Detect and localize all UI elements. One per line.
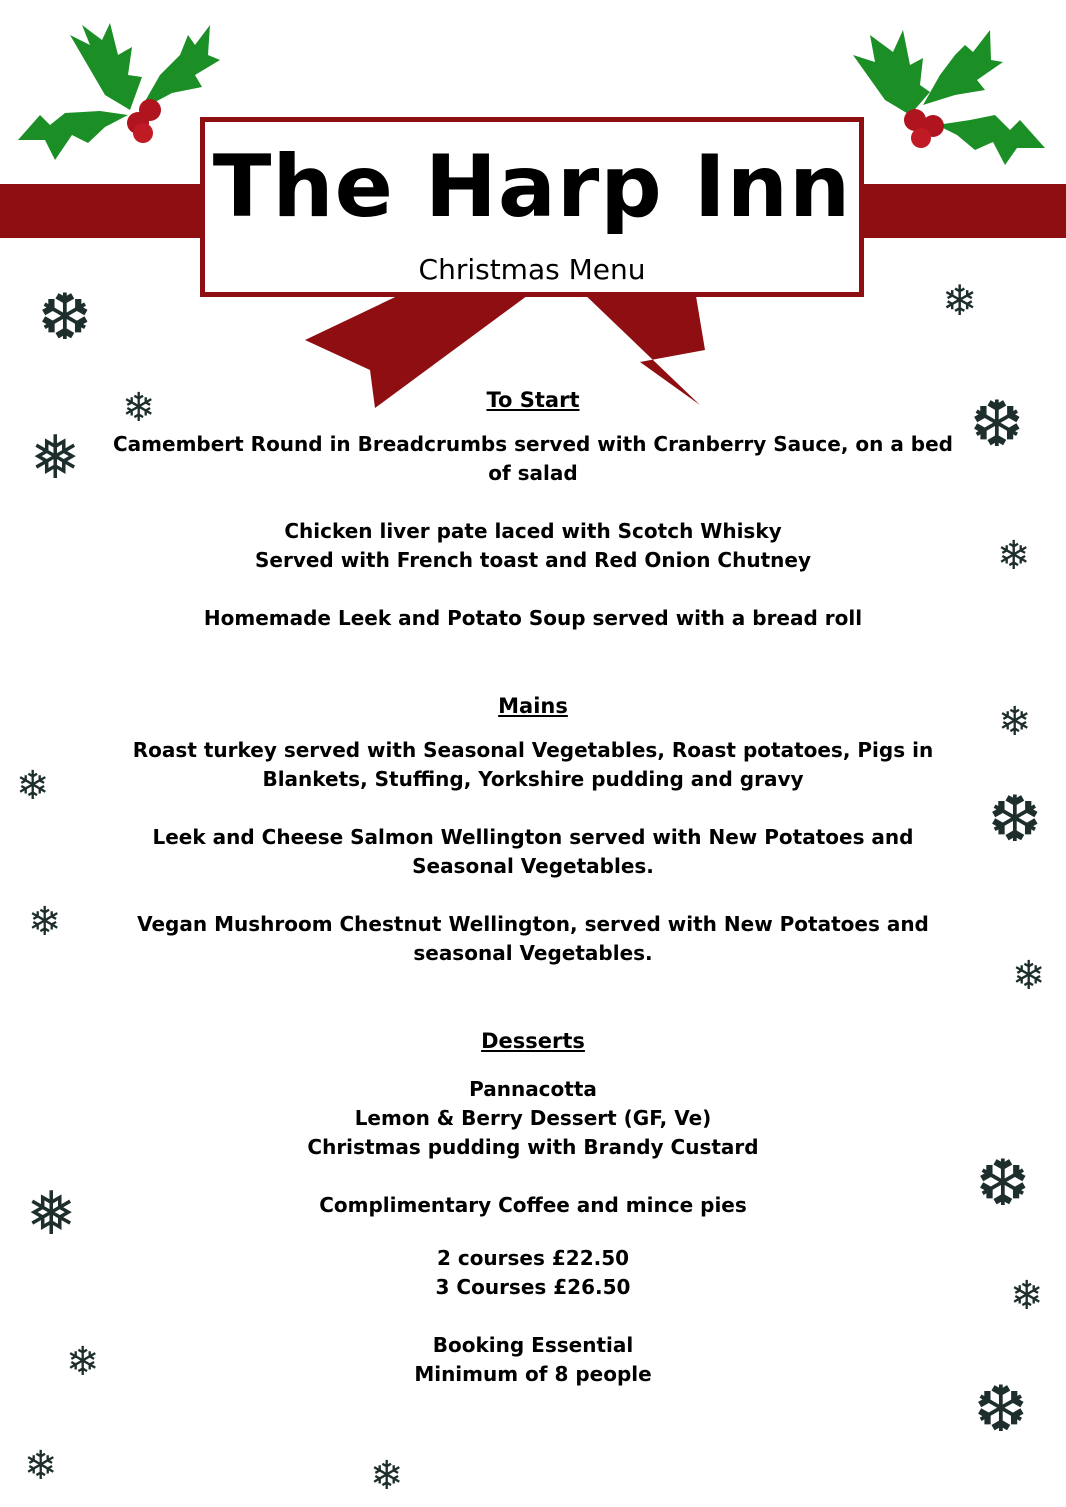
snowflake-icon: ❄ bbox=[1010, 1273, 1044, 1319]
menu-item: Pannacotta Lemon & Berry Dessert (GF, Ve) Christmas pudding with Brandy Custard bbox=[307, 1077, 759, 1159]
snowflake-icon: ❄ bbox=[16, 763, 50, 809]
snowflake-icon: ❄ bbox=[942, 276, 978, 325]
price-three-courses: 3 Courses £26.50 bbox=[435, 1275, 631, 1299]
snowflake-icon: ❄ bbox=[997, 533, 1031, 579]
booking-essential: Booking Essential bbox=[432, 1333, 634, 1357]
page-title: The Harp Inn bbox=[212, 137, 852, 237]
snowflake-icon: ❅ bbox=[30, 423, 81, 493]
snowflake-icon: ❄ bbox=[998, 699, 1032, 745]
menu-item: Complimentary Coffee and mince pies bbox=[319, 1193, 747, 1217]
snowflake-icon: ❆ bbox=[974, 1373, 1028, 1447]
title-box bbox=[200, 117, 864, 297]
snowflake-icon: ❆ bbox=[970, 388, 1024, 462]
snowflake-icon: ❄ bbox=[370, 1453, 404, 1499]
snowflake-icon: ❆ bbox=[38, 281, 92, 355]
snowflake-icon: ❅ bbox=[26, 1179, 77, 1249]
menu-item: Homemade Leek and Potato Soup served with a bread roll bbox=[203, 606, 863, 630]
menu-item: Leek and Cheese Salmon Wellington served with New Potatoes and Seasonal Vegetables. bbox=[152, 825, 914, 878]
snowflake-icon: ❄ bbox=[66, 1339, 100, 1385]
menu-body bbox=[100, 386, 966, 1389]
holly-right-icon bbox=[845, 20, 1055, 170]
section-heading-mains: Mains bbox=[498, 694, 568, 718]
menu-item: Roast turkey served with Seasonal Vegetables, Roast potatoes, Pigs in Blankets, Stuffing, Yorkshire pudding and gravy bbox=[132, 738, 934, 791]
menu-item: Camembert Round in Breadcrumbs served with Cranberry Sauce, on a bed of salad bbox=[112, 432, 953, 485]
booking-minimum: Minimum of 8 people bbox=[414, 1362, 652, 1386]
snowflake-icon: ❆ bbox=[976, 1147, 1030, 1221]
section-heading-desserts: Desserts bbox=[481, 1029, 585, 1053]
snowflake-icon: ❄ bbox=[28, 899, 62, 945]
menu-item: Chicken liver pate laced with Scotch Whisky Served with French toast and Red Onion Chutney bbox=[255, 519, 811, 572]
page-subtitle: Christmas Menu bbox=[418, 253, 646, 286]
menu-item: Vegan Mushroom Chestnut Wellington, served with New Potatoes and seasonal Vegetables. bbox=[137, 912, 929, 965]
snowflake-icon: ❄ bbox=[1012, 953, 1046, 999]
holly-left-icon bbox=[10, 15, 220, 165]
snowflake-icon: ❄ bbox=[24, 1443, 58, 1489]
section-heading-start: To Start bbox=[486, 388, 580, 412]
snowflake-icon: ❄ bbox=[122, 385, 156, 431]
price-two-courses: 2 courses £22.50 bbox=[436, 1246, 630, 1270]
snowflake-icon: ❆ bbox=[988, 783, 1042, 857]
